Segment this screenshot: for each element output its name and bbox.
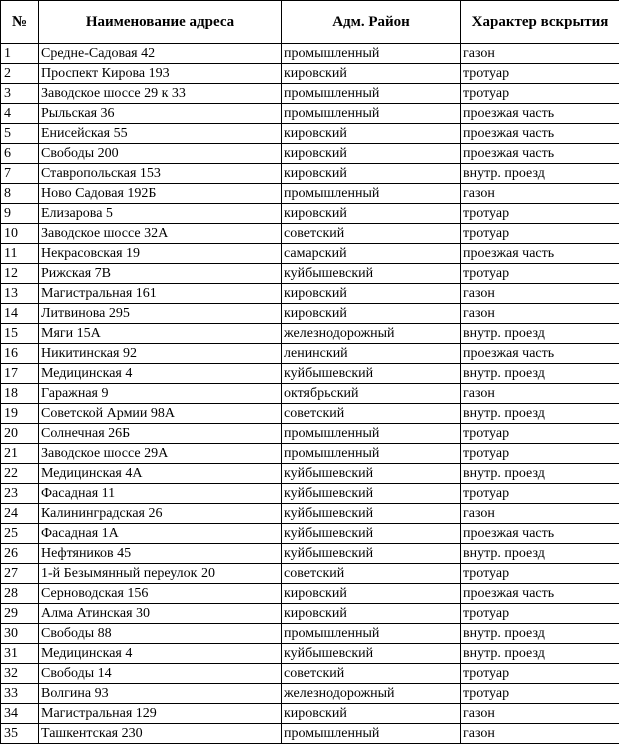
table-row <box>1 584 619 604</box>
table-row <box>1 424 619 444</box>
row-address[interactable]: Рыльская 36 <box>39 104 282 124</box>
row-address[interactable]: Никитинская 92 <box>39 344 282 364</box>
row-address[interactable]: 1-й Безымянный переулок 20 <box>39 564 282 584</box>
row-opening-type[interactable]: тротуар <box>461 64 619 84</box>
row-number[interactable]: 7 <box>1 164 39 184</box>
row-opening-type[interactable]: проезжая часть <box>461 144 619 164</box>
table-row <box>1 164 619 184</box>
row-address[interactable]: Свободы 14 <box>39 664 282 684</box>
row-opening-type[interactable]: тротуар <box>461 444 619 464</box>
row-number[interactable]: 14 <box>1 304 39 324</box>
row-opening-type[interactable]: газон <box>461 304 619 324</box>
row-district[interactable]: промышленный <box>282 724 461 744</box>
row-address[interactable]: Серноводская 156 <box>39 584 282 604</box>
row-address[interactable]: Рижская 7В <box>39 264 282 284</box>
row-opening-type[interactable]: газон <box>461 504 619 524</box>
row-address[interactable]: Алма Атинская 30 <box>39 604 282 624</box>
row-opening-type[interactable]: тротуар <box>461 264 619 284</box>
row-address[interactable]: Ташкентская 230 <box>39 724 282 744</box>
row-address[interactable]: Заводское шоссе 29А <box>39 444 282 464</box>
row-number[interactable]: 27 <box>1 564 39 584</box>
row-district[interactable]: куйбышевский <box>282 364 461 384</box>
row-opening-type[interactable]: проезжая часть <box>461 104 619 124</box>
row-opening-type[interactable]: тротуар <box>461 664 619 684</box>
row-number[interactable]: 32 <box>1 664 39 684</box>
row-opening-type[interactable]: проезжая часть <box>461 344 619 364</box>
row-opening-type[interactable]: внутр. проезд <box>461 464 619 484</box>
row-district[interactable]: ленинский <box>282 344 461 364</box>
row-opening-type[interactable]: тротуар <box>461 84 619 104</box>
row-address[interactable]: Магистральная 161 <box>39 284 282 304</box>
row-number[interactable]: 34 <box>1 704 39 724</box>
row-district[interactable]: куйбышевский <box>282 464 461 484</box>
row-opening-type[interactable]: внутр. проезд <box>461 164 619 184</box>
table-row <box>1 684 619 704</box>
row-address[interactable]: Медицинская 4 <box>39 364 282 384</box>
row-opening-type[interactable]: проезжая часть <box>461 584 619 604</box>
row-number[interactable]: 11 <box>1 244 39 264</box>
header-opening-type: Характер вскрытия <box>461 1 619 44</box>
row-number[interactable]: 25 <box>1 524 39 544</box>
row-opening-type[interactable]: тротуар <box>461 484 619 504</box>
row-opening-type[interactable]: проезжая часть <box>461 524 619 544</box>
row-opening-type[interactable]: внутр. проезд <box>461 624 619 644</box>
row-address[interactable]: Средне-Садовая 42 <box>39 44 282 64</box>
row-number[interactable]: 24 <box>1 504 39 524</box>
row-opening-type[interactable]: проезжая часть <box>461 124 619 144</box>
row-district[interactable]: промышленный <box>282 104 461 124</box>
row-number[interactable]: 10 <box>1 224 39 244</box>
row-address[interactable]: Свободы 200 <box>39 144 282 164</box>
row-district[interactable]: промышленный <box>282 624 461 644</box>
row-opening-type[interactable]: газон <box>461 284 619 304</box>
row-district[interactable]: советский <box>282 404 461 424</box>
row-number[interactable]: 8 <box>1 184 39 204</box>
row-address[interactable]: Медицинская 4 <box>39 644 282 664</box>
header-district: Адм. Район <box>282 1 461 44</box>
table-row <box>1 384 619 404</box>
table-row <box>1 224 619 244</box>
row-district[interactable]: железнодорожный <box>282 684 461 704</box>
row-address[interactable]: Гаражная 9 <box>39 384 282 404</box>
row-district[interactable]: советский <box>282 664 461 684</box>
row-number[interactable]: 6 <box>1 144 39 164</box>
row-address[interactable]: Калининградская 26 <box>39 504 282 524</box>
row-number[interactable]: 20 <box>1 424 39 444</box>
table-row <box>1 284 619 304</box>
row-address[interactable]: Енисейская 55 <box>39 124 282 144</box>
table-row <box>1 104 619 124</box>
row-district[interactable]: промышленный <box>282 444 461 464</box>
row-opening-type[interactable]: проезжая часть <box>461 244 619 264</box>
row-opening-type[interactable]: газон <box>461 184 619 204</box>
row-opening-type[interactable]: внутр. проезд <box>461 644 619 664</box>
row-district[interactable]: кировский <box>282 124 461 144</box>
row-number[interactable]: 33 <box>1 684 39 704</box>
header-address: Наименование адреса <box>39 1 282 44</box>
row-address[interactable]: Литвинова 295 <box>39 304 282 324</box>
row-address[interactable]: Свободы 88 <box>39 624 282 644</box>
row-number[interactable]: 21 <box>1 444 39 464</box>
table-row <box>1 364 619 384</box>
row-opening-type[interactable]: тротуар <box>461 424 619 444</box>
row-number[interactable]: 22 <box>1 464 39 484</box>
row-address[interactable]: Магистральная 129 <box>39 704 282 724</box>
row-number[interactable]: 16 <box>1 344 39 364</box>
row-district[interactable]: кировский <box>282 604 461 624</box>
row-number[interactable]: 15 <box>1 324 39 344</box>
row-opening-type[interactable]: газон <box>461 724 619 744</box>
row-number[interactable]: 28 <box>1 584 39 604</box>
row-district[interactable]: кировский <box>282 284 461 304</box>
row-opening-type[interactable]: газон <box>461 704 619 724</box>
table-row <box>1 604 619 624</box>
table-row <box>1 444 619 464</box>
row-district[interactable]: куйбышевский <box>282 504 461 524</box>
row-number[interactable]: 18 <box>1 384 39 404</box>
row-district[interactable]: промышленный <box>282 184 461 204</box>
table-body <box>1 44 619 744</box>
header-row <box>1 1 619 44</box>
table-row <box>1 204 619 224</box>
table-row <box>1 404 619 424</box>
row-address[interactable]: Некрасовская 19 <box>39 244 282 264</box>
row-district[interactable]: советский <box>282 224 461 244</box>
row-number[interactable]: 9 <box>1 204 39 224</box>
row-address[interactable]: Волгина 93 <box>39 684 282 704</box>
row-district[interactable]: советский <box>282 564 461 584</box>
table-row <box>1 564 619 584</box>
row-number[interactable]: 31 <box>1 644 39 664</box>
table-row <box>1 504 619 524</box>
table-row <box>1 324 619 344</box>
row-number[interactable]: 2 <box>1 64 39 84</box>
table-header <box>1 1 619 44</box>
row-opening-type[interactable]: внутр. проезд <box>461 544 619 564</box>
table-row <box>1 524 619 544</box>
table-row <box>1 244 619 264</box>
row-opening-type[interactable]: газон <box>461 44 619 64</box>
table-row <box>1 704 619 724</box>
row-number[interactable]: 13 <box>1 284 39 304</box>
row-district[interactable]: кировский <box>282 64 461 84</box>
row-district[interactable]: промышленный <box>282 424 461 444</box>
table-row <box>1 624 619 644</box>
table-row <box>1 644 619 664</box>
row-district[interactable]: кировский <box>282 704 461 724</box>
row-district[interactable]: промышленный <box>282 84 461 104</box>
table-row <box>1 144 619 164</box>
row-number[interactable]: 1 <box>1 44 39 64</box>
row-number[interactable]: 29 <box>1 604 39 624</box>
row-opening-type[interactable]: тротуар <box>461 204 619 224</box>
row-address[interactable]: Фасадная 11 <box>39 484 282 504</box>
row-number[interactable]: 19 <box>1 404 39 424</box>
row-number[interactable]: 4 <box>1 104 39 124</box>
row-district[interactable]: куйбышевский <box>282 544 461 564</box>
table-row <box>1 64 619 84</box>
row-number[interactable]: 12 <box>1 264 39 284</box>
table-row <box>1 84 619 104</box>
table-row <box>1 124 619 144</box>
row-address[interactable]: Ставропольская 153 <box>39 164 282 184</box>
table-row <box>1 304 619 324</box>
row-address[interactable]: Мяги 15А <box>39 324 282 344</box>
row-district[interactable]: промышленный <box>282 44 461 64</box>
row-address[interactable]: Проспект Кирова 193 <box>39 64 282 84</box>
table-row <box>1 484 619 504</box>
row-district[interactable]: куйбышевский <box>282 524 461 544</box>
row-number[interactable]: 26 <box>1 544 39 564</box>
row-district[interactable]: кировский <box>282 204 461 224</box>
row-district[interactable]: самарский <box>282 244 461 264</box>
row-district[interactable]: кировский <box>282 144 461 164</box>
table-row <box>1 464 619 484</box>
row-opening-type[interactable]: внутр. проезд <box>461 324 619 344</box>
row-district[interactable]: кировский <box>282 164 461 184</box>
table-row <box>1 264 619 284</box>
table-row <box>1 664 619 684</box>
header-number: № <box>1 1 39 44</box>
row-opening-type[interactable]: тротуар <box>461 564 619 584</box>
row-opening-type[interactable]: внутр. проезд <box>461 404 619 424</box>
row-number[interactable]: 23 <box>1 484 39 504</box>
table-row <box>1 44 619 64</box>
row-address[interactable]: Заводское шоссе 32А <box>39 224 282 244</box>
row-address[interactable]: Фасадная 1А <box>39 524 282 544</box>
row-opening-type[interactable]: газон <box>461 384 619 404</box>
row-address[interactable]: Медицинская 4А <box>39 464 282 484</box>
row-number[interactable]: 30 <box>1 624 39 644</box>
row-number[interactable]: 3 <box>1 84 39 104</box>
row-address[interactable]: Елизарова 5 <box>39 204 282 224</box>
row-district[interactable]: куйбышевский <box>282 484 461 504</box>
row-address[interactable]: Нефтяников 45 <box>39 544 282 564</box>
row-address[interactable]: Солнечная 26Б <box>39 424 282 444</box>
row-district[interactable]: октябрьский <box>282 384 461 404</box>
row-district[interactable]: железнодорожный <box>282 324 461 344</box>
row-opening-type[interactable]: тротуар <box>461 224 619 244</box>
row-district[interactable]: куйбышевский <box>282 644 461 664</box>
row-district[interactable]: кировский <box>282 304 461 324</box>
table-row <box>1 544 619 564</box>
row-opening-type[interactable]: тротуар <box>461 604 619 624</box>
row-opening-type[interactable]: внутр. проезд <box>461 364 619 384</box>
row-address[interactable]: Заводское шоссе 29 к 33 <box>39 84 282 104</box>
row-district[interactable]: куйбышевский <box>282 264 461 284</box>
row-number[interactable]: 17 <box>1 364 39 384</box>
row-number[interactable]: 35 <box>1 724 39 744</box>
row-address[interactable]: Ново Садовая 192Б <box>39 184 282 204</box>
row-opening-type[interactable]: тротуар <box>461 684 619 704</box>
row-address[interactable]: Советской Армии 98А <box>39 404 282 424</box>
row-number[interactable]: 5 <box>1 124 39 144</box>
row-district[interactable]: кировский <box>282 584 461 604</box>
table-row <box>1 184 619 204</box>
table-row <box>1 344 619 364</box>
